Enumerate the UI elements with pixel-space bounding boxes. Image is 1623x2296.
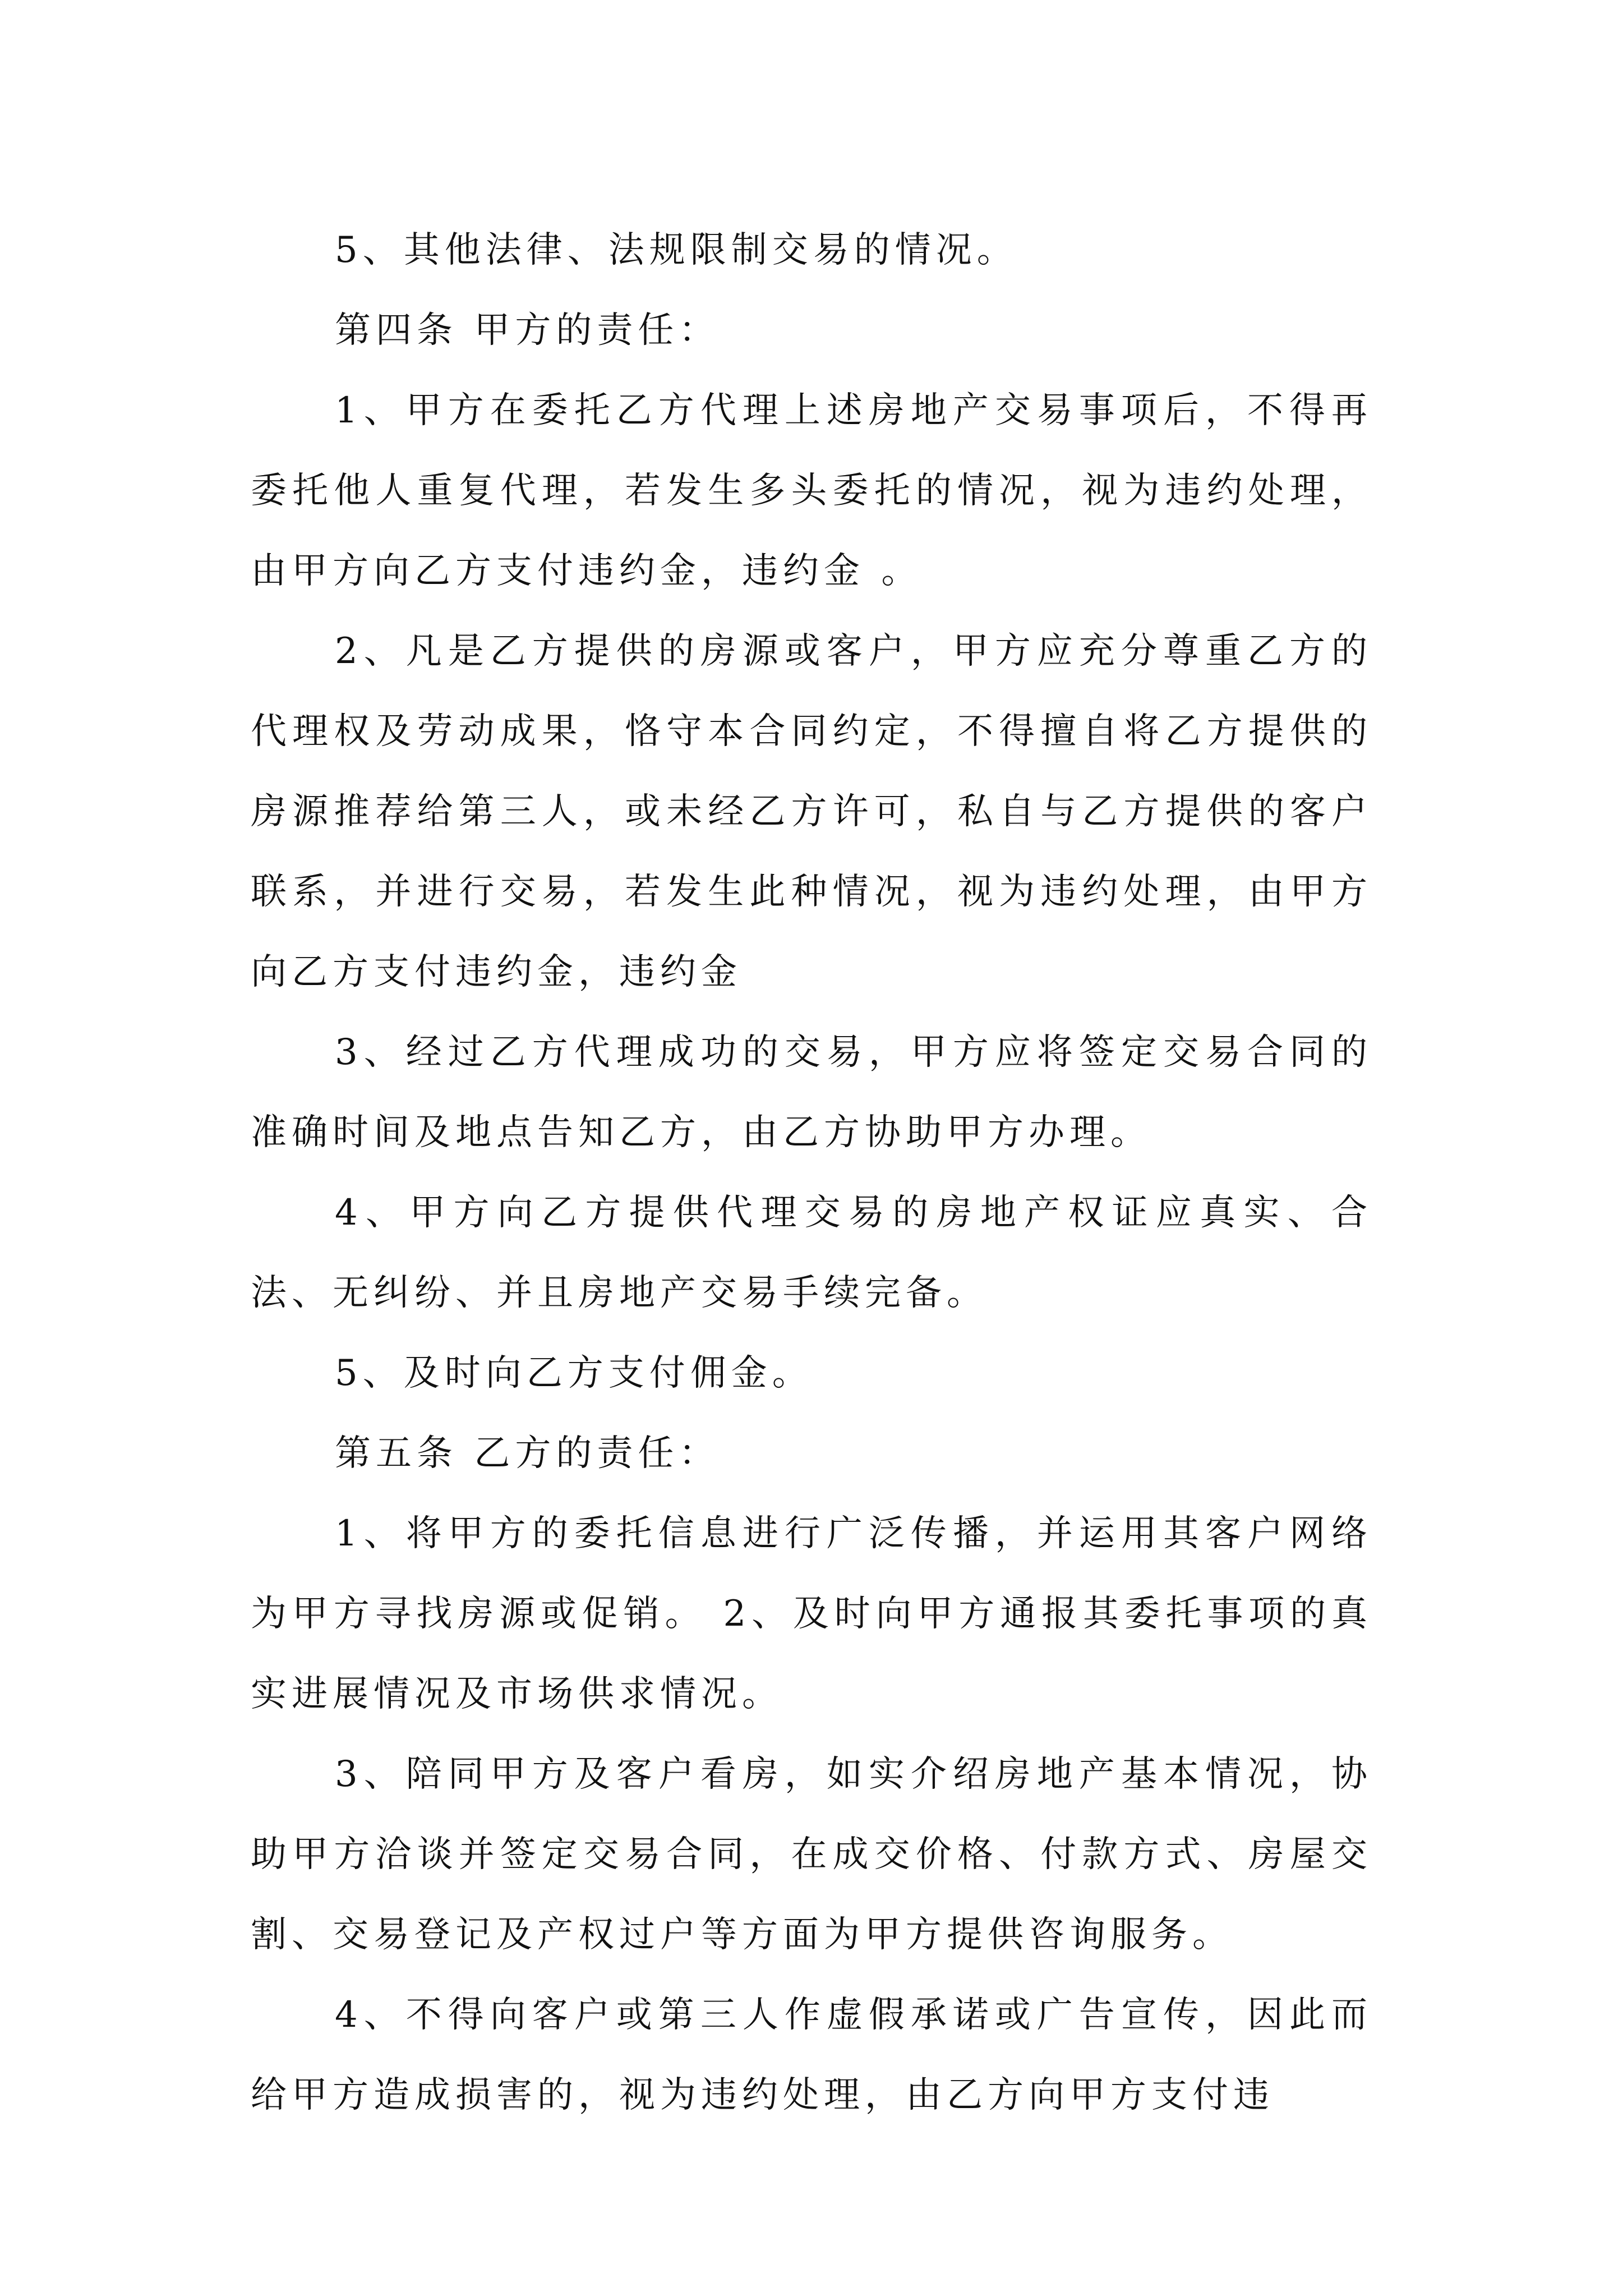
paragraph-party-a-item-2: 2、凡是乙方提供的房源或客户，甲方应充分尊重乙方的代理权及劳动成果，恪守本合同约定，不得擅自将乙方提供的房源推荐给第三人，或未经乙方许可，私自与乙方提供的客户联系，并进行交易，若发生此种情况，视为违约处理，由甲方向乙方支付违约金，违约金 — [251, 631, 1372, 993]
paragraph-party-b-item-4: 4、不得向客户或第三人作虚假承诺或广告宣传，因此而给甲方造成损害的，视为违约处理，由乙方向甲方支付违 — [251, 1994, 1372, 2116]
document-body — [251, 210, 1372, 2136]
paragraph-party-a-item-5: 5、及时向乙方支付佣金。 — [335, 1352, 813, 1394]
paragraph-party-a-item-4: 4、甲方向乙方提供代理交易的房地产权证应真实、合法、无纠纷、并且房地产交易手续完备。 — [251, 1192, 1372, 1314]
paragraph-party-b-items-1-2: 1、将甲方的委托信息进行广泛传播，并运用其客户网络为甲方寻找房源或促销。 2、及时向甲方通报其委托事项的真实进展情况及市场供求情况。 — [251, 1513, 1372, 1715]
paragraph-party-b-item-3: 3、陪同甲方及客户看房，如实介绍房地产基本情况，协助甲方洽谈并签定交易合同，在成交价格、付款方式、房屋交割、交易登记及产权过户等方面为甲方提供咨询服务。 — [251, 1754, 1372, 1955]
section-heading-article-4: 第四条 甲方的责任： — [335, 310, 720, 351]
paragraph-party-a-item-3: 3、经过乙方代理成功的交易，甲方应将签定交易合同的准确时间及地点告知乙方，由乙方协助甲方办理。 — [251, 1032, 1372, 1153]
paragraph-party-a-item-1: 1、甲方在委托乙方代理上述房地产交易事项后，不得再委托他人重复代理，若发生多头委托的情况，视为违约处理，由甲方向乙方支付违约金，违约金 。 — [251, 390, 1372, 592]
paragraph-item-5-other-restrictions: 5、其他法律、法规限制交易的情况。 — [335, 229, 1018, 271]
section-heading-article-5: 第五条 乙方的责任： — [335, 1433, 720, 1474]
